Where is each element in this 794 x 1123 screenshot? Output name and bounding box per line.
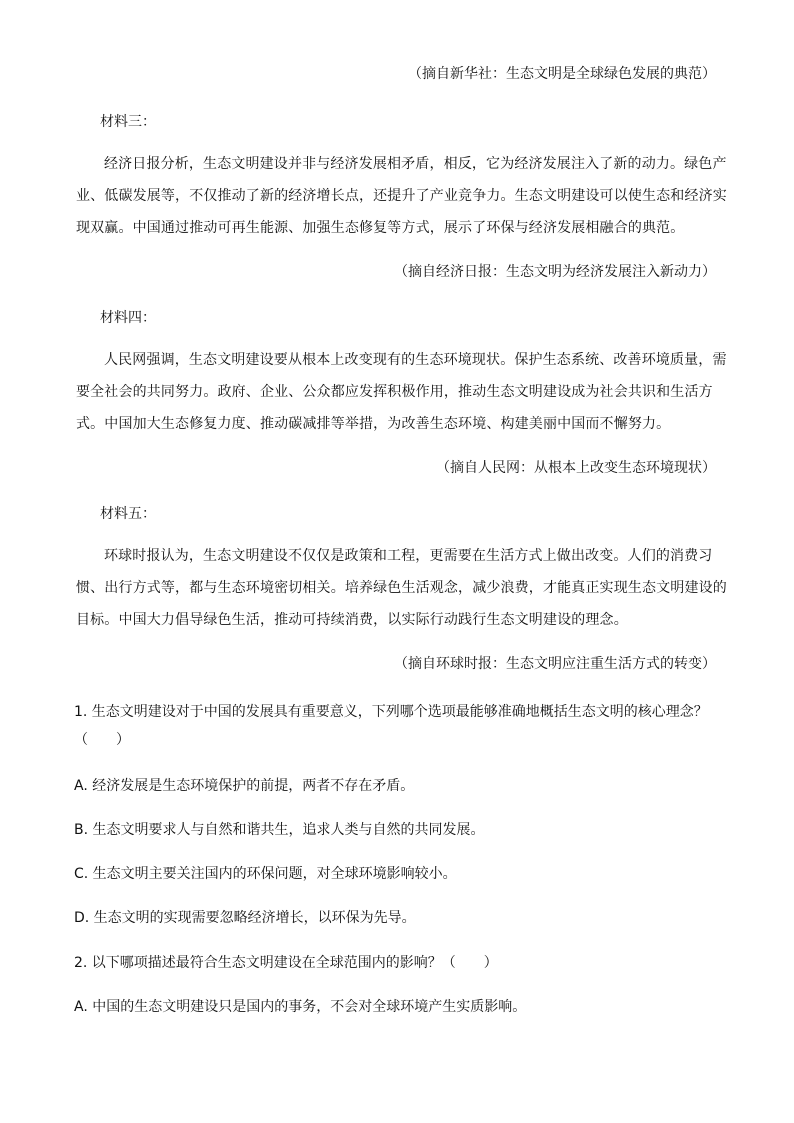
paragraph-line: 目标。中国大力倡导绿色生活，推动可持续消费，以实际行动践行生态文明建设的理念。 xyxy=(76,612,628,628)
paragraph-line: 惯、出行方式等，都与生态环境密切相关。培养绿色生活观念，减少浪费，才能真正实现生态文明建设的 xyxy=(76,580,727,596)
material-5-label: 材料五： xyxy=(100,506,156,522)
material-3-label: 材料三： xyxy=(100,114,156,130)
question-1-option-b: B. 生态文明要求人与自然和谐共生，追求人类与自然的共同发展。 xyxy=(74,822,485,838)
paragraph-line: 经济日报分析，生态文明建设并非与经济发展相矛盾，相反，它为经济发展注入了新的动力。绿色产 xyxy=(104,156,727,172)
source-citation-material-2: （摘自新华社：生态文明是全球绿色发展的典范） xyxy=(408,66,716,82)
question-2-stem: 2. 以下哪项描述最符合生态文明建设在全球范围内的影响？（ ） xyxy=(74,955,498,971)
paragraph-line: 人民网强调，生态文明建设要从根本上改变现有的生态环境现状。保护生态系统、改善环境质量，需 xyxy=(104,352,727,368)
material-5-paragraph xyxy=(76,540,727,636)
question-1-option-c: C. 生态文明主要关注国内的环保问题，对全球环境影响较小。 xyxy=(74,866,457,882)
source-citation-material-3: （摘自经济日报：生态文明为经济发展注入新动力） xyxy=(394,264,716,280)
paragraph-line: 业、低碳发展等，不仅推动了新的经济增长点，还提升了产业竞争力。生态文明建设可以使生态和经济实 xyxy=(76,188,727,204)
material-4-label: 材料四： xyxy=(100,310,156,326)
paragraph-line: 现双赢。中国通过推动可再生能源、加强生态修复等方式，展示了环保与经济发展相融合的典范。 xyxy=(76,220,685,236)
source-citation-material-5: （摘自环球时报：生态文明应注重生活方式的转变） xyxy=(394,656,716,672)
question-1-answer-blank: （ ） xyxy=(74,732,130,748)
question-2-option-a: A. 中国的生态文明建设只是国内的事务，不会对全球环境产生实质影响。 xyxy=(74,999,527,1015)
question-1-option-d: D. 生态文明的实现需要忽略经济增长，以环保为先导。 xyxy=(74,910,416,926)
question-1-stem: 1. 生态文明建设对于中国的发展具有重要意义，下列哪个选项最能够准确地概括生态文明的核心理念？ xyxy=(74,704,708,720)
material-3-paragraph xyxy=(76,148,727,244)
material-4-paragraph xyxy=(76,344,727,440)
source-citation-material-4: （摘自人民网：从根本上改变生态环境现状） xyxy=(436,460,716,476)
paragraph-line: 要全社会的共同努力。政府、企业、公众都应发挥积极作用，推动生态文明建设成为社会共识和生活方 xyxy=(76,384,713,400)
paragraph-line: 环球时报认为，生态文明建设不仅仅是政策和工程，更需要在生活方式上做出改变。人们的消费习 xyxy=(104,548,713,564)
question-1-option-a: A. 经济发展是生态环境保护的前提，两者不存在矛盾。 xyxy=(74,778,415,794)
paragraph-line: 式。中国加大生态修复力度、推动碳减排等举措，为改善生态环境、构建美丽中国而不懈努力。 xyxy=(76,416,671,432)
